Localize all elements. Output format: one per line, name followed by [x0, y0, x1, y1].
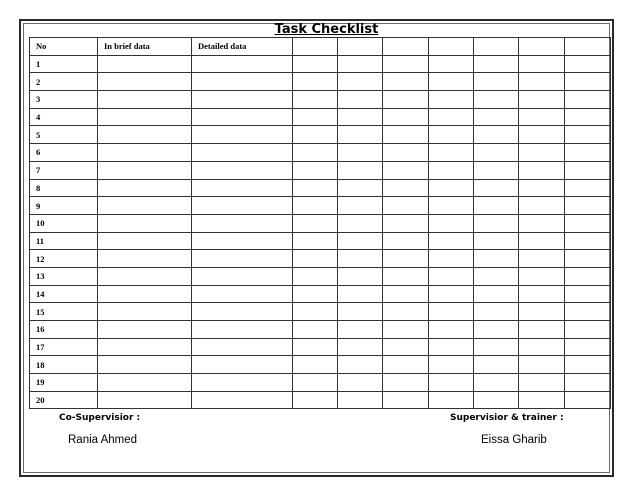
table-cell — [383, 356, 429, 374]
table-cell — [192, 214, 293, 232]
column-header: No — [30, 38, 98, 56]
table-cell — [192, 321, 293, 339]
table-cell — [519, 374, 565, 392]
table-cell — [293, 338, 338, 356]
row-number-cell: 3 — [30, 91, 98, 109]
column-header — [519, 38, 565, 56]
table-cell — [474, 73, 519, 91]
table-cell — [474, 91, 519, 109]
table-cell — [383, 214, 429, 232]
table-header-row — [30, 38, 611, 56]
table-cell — [383, 232, 429, 250]
table-cell — [293, 391, 338, 409]
table-cell — [474, 374, 519, 392]
table-cell — [429, 179, 474, 197]
table-row — [30, 267, 611, 285]
row-number-cell: 9 — [30, 197, 98, 215]
table-cell — [338, 73, 383, 91]
table-row — [30, 197, 611, 215]
row-number-cell: 4 — [30, 108, 98, 126]
table-cell — [474, 285, 519, 303]
row-number-cell: 17 — [30, 338, 98, 356]
supervisor-label: Supervisior & trainer : — [450, 413, 564, 423]
table-cell — [474, 267, 519, 285]
row-number-cell: 16 — [30, 321, 98, 339]
row-number-cell: 19 — [30, 374, 98, 392]
row-number-cell: 1 — [30, 55, 98, 73]
table-cell — [565, 374, 611, 392]
table-cell — [338, 391, 383, 409]
table-cell — [429, 232, 474, 250]
table-cell — [98, 303, 192, 321]
table-cell — [519, 391, 565, 409]
table-cell — [429, 108, 474, 126]
table-cell — [429, 250, 474, 268]
table-row — [30, 108, 611, 126]
table-cell — [383, 108, 429, 126]
table-cell — [474, 232, 519, 250]
table-cell — [474, 161, 519, 179]
row-number-cell: 6 — [30, 144, 98, 162]
table-cell — [383, 144, 429, 162]
table-cell — [474, 126, 519, 144]
table-cell — [293, 144, 338, 162]
table-cell — [98, 91, 192, 109]
table-cell — [338, 338, 383, 356]
table-row — [30, 161, 611, 179]
page-title: Task Checklist — [274, 22, 379, 37]
table-cell — [98, 356, 192, 374]
table-row — [30, 144, 611, 162]
table-cell — [293, 108, 338, 126]
table-cell — [338, 179, 383, 197]
table-cell — [338, 267, 383, 285]
table-cell — [565, 91, 611, 109]
table-cell — [192, 144, 293, 162]
table-cell — [338, 55, 383, 73]
table-cell — [519, 267, 565, 285]
table-cell — [474, 303, 519, 321]
table-cell — [429, 356, 474, 374]
table-cell — [192, 338, 293, 356]
table-cell — [192, 374, 293, 392]
table-cell — [98, 250, 192, 268]
row-number-cell: 20 — [30, 391, 98, 409]
table-cell — [98, 214, 192, 232]
table-cell — [429, 55, 474, 73]
table-cell — [519, 285, 565, 303]
table-cell — [293, 126, 338, 144]
row-number-cell: 2 — [30, 73, 98, 91]
table-cell — [474, 55, 519, 73]
column-header — [474, 38, 519, 56]
row-number-cell: 8 — [30, 179, 98, 197]
table-cell — [98, 161, 192, 179]
table-cell — [383, 303, 429, 321]
table-cell — [429, 73, 474, 91]
table-cell — [383, 179, 429, 197]
table-row — [30, 55, 611, 73]
table-cell — [474, 197, 519, 215]
row-number-cell: 11 — [30, 232, 98, 250]
table-cell — [383, 73, 429, 91]
table-cell — [192, 356, 293, 374]
table-cell — [293, 267, 338, 285]
table-cell — [429, 126, 474, 144]
row-number-cell: 18 — [30, 356, 98, 374]
table-cell — [338, 144, 383, 162]
table-cell — [338, 356, 383, 374]
table-cell — [474, 321, 519, 339]
table-cell — [429, 374, 474, 392]
table-cell — [383, 161, 429, 179]
table-cell — [565, 391, 611, 409]
table-cell — [98, 285, 192, 303]
table-row — [30, 91, 611, 109]
table-cell — [565, 267, 611, 285]
table-cell — [519, 250, 565, 268]
table-cell — [565, 55, 611, 73]
co-supervisor-name: Rania Ahmed — [68, 434, 138, 446]
table-cell — [474, 214, 519, 232]
row-number-cell: 12 — [30, 250, 98, 268]
table-cell — [565, 161, 611, 179]
table-cell — [293, 214, 338, 232]
table-cell — [338, 232, 383, 250]
table-cell — [98, 73, 192, 91]
column-header — [565, 38, 611, 56]
table-cell — [429, 285, 474, 303]
table-cell — [383, 91, 429, 109]
column-header — [429, 38, 474, 56]
table-row — [30, 321, 611, 339]
table-row — [30, 179, 611, 197]
table-cell — [338, 374, 383, 392]
table-cell — [565, 179, 611, 197]
table-cell — [192, 250, 293, 268]
table-cell — [192, 108, 293, 126]
table-cell — [98, 108, 192, 126]
table-row — [30, 232, 611, 250]
table-cell — [383, 285, 429, 303]
table-row — [30, 356, 611, 374]
table-cell — [338, 250, 383, 268]
row-number-cell: 10 — [30, 214, 98, 232]
table-cell — [383, 126, 429, 144]
table-cell — [293, 73, 338, 91]
table-cell — [383, 267, 429, 285]
column-header: Detailed data — [192, 38, 293, 56]
table-cell — [192, 91, 293, 109]
table-cell — [98, 55, 192, 73]
table-cell — [98, 126, 192, 144]
table-cell — [338, 126, 383, 144]
table-cell — [383, 197, 429, 215]
table-cell — [192, 197, 293, 215]
supervisor-name: Eissa Gharib — [481, 434, 547, 446]
table-cell — [192, 267, 293, 285]
table-cell — [565, 144, 611, 162]
table-cell — [565, 250, 611, 268]
row-number-cell: 5 — [30, 126, 98, 144]
table-cell — [519, 144, 565, 162]
table-cell — [192, 161, 293, 179]
table-cell — [338, 91, 383, 109]
table-cell — [429, 197, 474, 215]
table-cell — [565, 321, 611, 339]
table-cell — [429, 91, 474, 109]
table-row — [30, 391, 611, 409]
table-cell — [429, 338, 474, 356]
column-header — [338, 38, 383, 56]
table-row — [30, 73, 611, 91]
column-header — [293, 38, 338, 56]
table-cell — [474, 250, 519, 268]
table-cell — [519, 55, 565, 73]
table-cell — [519, 321, 565, 339]
table-cell — [192, 232, 293, 250]
table-cell — [192, 55, 293, 73]
table-cell — [192, 391, 293, 409]
table-cell — [383, 321, 429, 339]
table-cell — [383, 374, 429, 392]
table-cell — [519, 303, 565, 321]
table-cell — [519, 338, 565, 356]
table-cell — [98, 267, 192, 285]
table-cell — [338, 197, 383, 215]
row-number-cell: 15 — [30, 303, 98, 321]
table-cell — [338, 108, 383, 126]
table-cell — [98, 374, 192, 392]
table-cell — [519, 214, 565, 232]
table-cell — [293, 285, 338, 303]
table-cell — [293, 55, 338, 73]
table-row — [30, 214, 611, 232]
table-cell — [338, 214, 383, 232]
table-cell — [293, 161, 338, 179]
table-cell — [565, 126, 611, 144]
table-cell — [565, 73, 611, 91]
table-cell — [565, 197, 611, 215]
column-header: In brief data — [98, 38, 192, 56]
table-cell — [293, 356, 338, 374]
table-cell — [519, 126, 565, 144]
table-cell — [474, 144, 519, 162]
table-cell — [429, 144, 474, 162]
row-number-cell: 13 — [30, 267, 98, 285]
table-cell — [293, 374, 338, 392]
table-cell — [192, 285, 293, 303]
table-cell — [565, 232, 611, 250]
table-cell — [565, 303, 611, 321]
row-number-cell: 7 — [30, 161, 98, 179]
table-cell — [474, 108, 519, 126]
table-cell — [519, 91, 565, 109]
table-cell — [98, 144, 192, 162]
table-cell — [429, 267, 474, 285]
table-cell — [192, 179, 293, 197]
table-cell — [429, 161, 474, 179]
table-cell — [338, 161, 383, 179]
table-cell — [519, 108, 565, 126]
table-cell — [429, 303, 474, 321]
table-cell — [565, 338, 611, 356]
table-cell — [293, 179, 338, 197]
table-cell — [565, 285, 611, 303]
table-cell — [565, 214, 611, 232]
table-cell — [519, 179, 565, 197]
table-row — [30, 338, 611, 356]
table-cell — [565, 108, 611, 126]
table-row — [30, 374, 611, 392]
table-cell — [519, 232, 565, 250]
table-cell — [293, 321, 338, 339]
checklist-table — [29, 37, 611, 409]
table-cell — [98, 179, 192, 197]
table-cell — [429, 321, 474, 339]
table-cell — [192, 73, 293, 91]
table-cell — [474, 391, 519, 409]
table-body — [30, 55, 611, 409]
table-cell — [293, 91, 338, 109]
table-cell — [98, 197, 192, 215]
table-cell — [519, 161, 565, 179]
table-cell — [519, 356, 565, 374]
table-cell — [474, 356, 519, 374]
table-cell — [429, 391, 474, 409]
table-row — [30, 285, 611, 303]
co-supervisor-label: Co-Supervisior : — [59, 413, 141, 423]
table-cell — [98, 391, 192, 409]
table-cell — [293, 250, 338, 268]
table-cell — [293, 197, 338, 215]
table-cell — [338, 303, 383, 321]
table-cell — [565, 356, 611, 374]
table-row — [30, 126, 611, 144]
table-cell — [519, 73, 565, 91]
table-cell — [383, 391, 429, 409]
table-cell — [192, 303, 293, 321]
row-number-cell: 14 — [30, 285, 98, 303]
table-cell — [338, 285, 383, 303]
table-cell — [519, 197, 565, 215]
table-cell — [429, 214, 474, 232]
table-cell — [338, 321, 383, 339]
table-cell — [98, 321, 192, 339]
table-cell — [383, 55, 429, 73]
table-cell — [474, 338, 519, 356]
table-cell — [383, 338, 429, 356]
column-header — [383, 38, 429, 56]
table-row — [30, 303, 611, 321]
table-cell — [293, 303, 338, 321]
table-cell — [293, 232, 338, 250]
table-cell — [383, 250, 429, 268]
table-cell — [474, 179, 519, 197]
table-cell — [192, 126, 293, 144]
table-row — [30, 250, 611, 268]
table-cell — [98, 338, 192, 356]
table-cell — [98, 232, 192, 250]
